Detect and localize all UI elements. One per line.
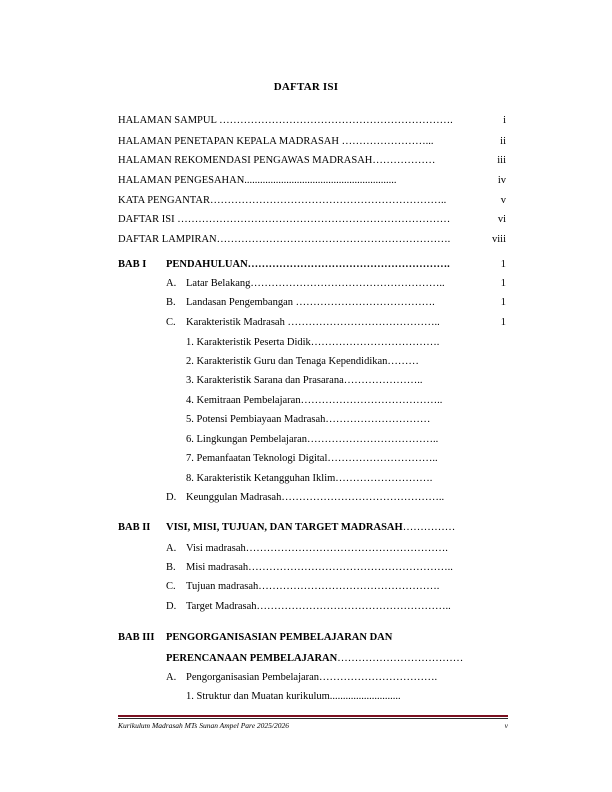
entry-label: HALAMAN SAMPUL ………………………………………………………….: [118, 115, 453, 126]
subitem-label: 5. Potensi Pembiayaan Madrasah…………………………: [186, 414, 431, 425]
subitem-entry: [0, 690, 612, 704]
entry-label: KATA PENGANTAR…………………………………………………………..: [118, 195, 447, 206]
entry-label: HALAMAN PENETAPAN KEPALA MADRASAH ……………………...: [118, 136, 434, 147]
entry-page: 1: [500, 297, 506, 308]
subitem-entry: [0, 355, 612, 369]
subitem-label: 2. Karakteristik Guru dan Tenaga Kependidikan………: [186, 356, 419, 367]
section-letter: D.: [166, 601, 177, 612]
section-letter: D.: [166, 492, 177, 503]
subitem-label: 1. Karakteristik Peserta Didik……………………………….: [186, 337, 440, 348]
chapter-title-text: VISI, MISI, TUJUAN, DAN TARGET MADRASAH: [166, 522, 403, 533]
chapter-title-line2: [166, 652, 463, 666]
entry-label: DAFTAR ISI ……………………………………………………………………: [118, 214, 451, 225]
chapter-dots: ……………: [402, 522, 456, 533]
chapter-dots: ………………………………: [337, 653, 464, 664]
section-entry: [0, 277, 612, 291]
page-title: DAFTAR ISI: [273, 81, 339, 93]
entry-page: 1: [500, 259, 506, 270]
subitem-entry: [0, 394, 612, 408]
section-entry: [0, 600, 612, 614]
chapter-number: BAB I: [118, 259, 147, 270]
section-label: Latar Belakang………………………………………………..: [186, 278, 445, 289]
chapter-title: [166, 258, 450, 272]
section-label: Pengorganisasian Pembelajaran…………………………….: [186, 672, 438, 683]
entry-label: HALAMAN REKOMENDASI PENGAWAS MADRASAH………………: [118, 155, 436, 166]
section-letter: C.: [166, 317, 176, 328]
chapter-title-text: PENDAHULUAN………………………………………………….: [166, 259, 450, 270]
toc-entry: [0, 135, 612, 149]
section-entry: [0, 296, 612, 310]
subitem-entry: [0, 452, 612, 466]
chapter-entry: [0, 631, 612, 645]
subitem-label: 4. Kemitraan Pembelajaran…………………………………..: [186, 395, 443, 406]
section-letter: A.: [166, 543, 177, 554]
entry-page: 1: [500, 278, 506, 289]
footer-rule-thin: [118, 718, 508, 719]
section-entry: [0, 491, 612, 505]
section-letter: A.: [166, 672, 177, 683]
chapter-title-line1: PENGORGANISASIAN PEMBELAJARAN DAN: [166, 632, 393, 643]
entry-label: DAFTAR LAMPIRAN………………………………………………………….: [118, 234, 451, 245]
section-entry: [0, 561, 612, 575]
entry-page: 1: [500, 317, 506, 328]
toc-entry: [0, 194, 612, 208]
entry-page: vi: [497, 214, 506, 225]
chapter-entry-cont: [0, 652, 612, 666]
section-label: Target Madrasah………………………………………………..: [186, 601, 451, 612]
toc-entry: [0, 233, 612, 247]
toc-entry: [0, 114, 612, 128]
subitem-label: 6. Lingkungan Pembelajaran………………………………..: [186, 434, 439, 445]
page-footer: [118, 721, 508, 731]
subitem-entry: [0, 413, 612, 427]
subitem-label: 7. Pemanfaatan Teknologi Digital…………………………..: [186, 453, 438, 464]
section-label: Landasan Pengembangan ………………………………….: [186, 297, 435, 308]
section-letter: B.: [166, 297, 176, 308]
entry-page: ii: [500, 136, 506, 147]
entry-page: v: [500, 195, 506, 206]
section-letter: A.: [166, 278, 177, 289]
section-letter: B.: [166, 562, 176, 573]
chapter-title: [166, 521, 455, 535]
chapter-title-text: PERENCANAAN PEMBELAJARAN: [166, 653, 338, 664]
entry-page: viii: [491, 234, 506, 245]
section-label: Misi madrasah…………………………………………………..: [186, 562, 453, 573]
section-entry: [0, 671, 612, 685]
footer-text: Kurikulum Madrasah MTs Sunan Ampel Pare 2025/2026: [118, 721, 289, 730]
section-label: Visi madrasah………………………………………………….: [186, 543, 448, 554]
subitem-label: 1. Struktur dan Muatan kurikulum...........................: [186, 691, 401, 702]
section-label: Tujuan madrasah…………………………………………….: [186, 581, 440, 592]
section-entry: [0, 542, 612, 556]
chapter-entry: [0, 521, 612, 535]
entry-label: HALAMAN PENGESAHAN..........................................................: [118, 175, 397, 186]
section-label: Keunggulan Madrasah………………………………………..: [186, 492, 445, 503]
section-entry: [0, 316, 612, 330]
footer-rule: [118, 715, 508, 717]
section-letter: C.: [166, 581, 176, 592]
chapter-number: BAB III: [118, 632, 155, 643]
section-entry: [0, 580, 612, 594]
subitem-label: 8. Karakteristik Ketangguhan Iklim……………………….: [186, 473, 433, 484]
toc-entry: [0, 213, 612, 227]
subitem-entry: [0, 472, 612, 486]
entry-page: i: [503, 115, 506, 126]
chapter-number: BAB II: [118, 522, 151, 533]
toc-entry: [0, 174, 612, 188]
entry-page: iv: [497, 175, 506, 186]
subitem-entry: [0, 336, 612, 350]
subitem-label: 3. Karakteristik Sarana dan Prasarana…………………..: [186, 375, 423, 386]
subitem-entry: [0, 374, 612, 388]
toc-entry: [0, 154, 612, 168]
footer-page-number: v: [504, 721, 508, 730]
entry-page: iii: [497, 155, 506, 166]
subitem-entry: [0, 433, 612, 447]
section-label: Karakteristik Madrasah ……………………………………..: [186, 317, 440, 328]
chapter-entry: [0, 258, 612, 272]
